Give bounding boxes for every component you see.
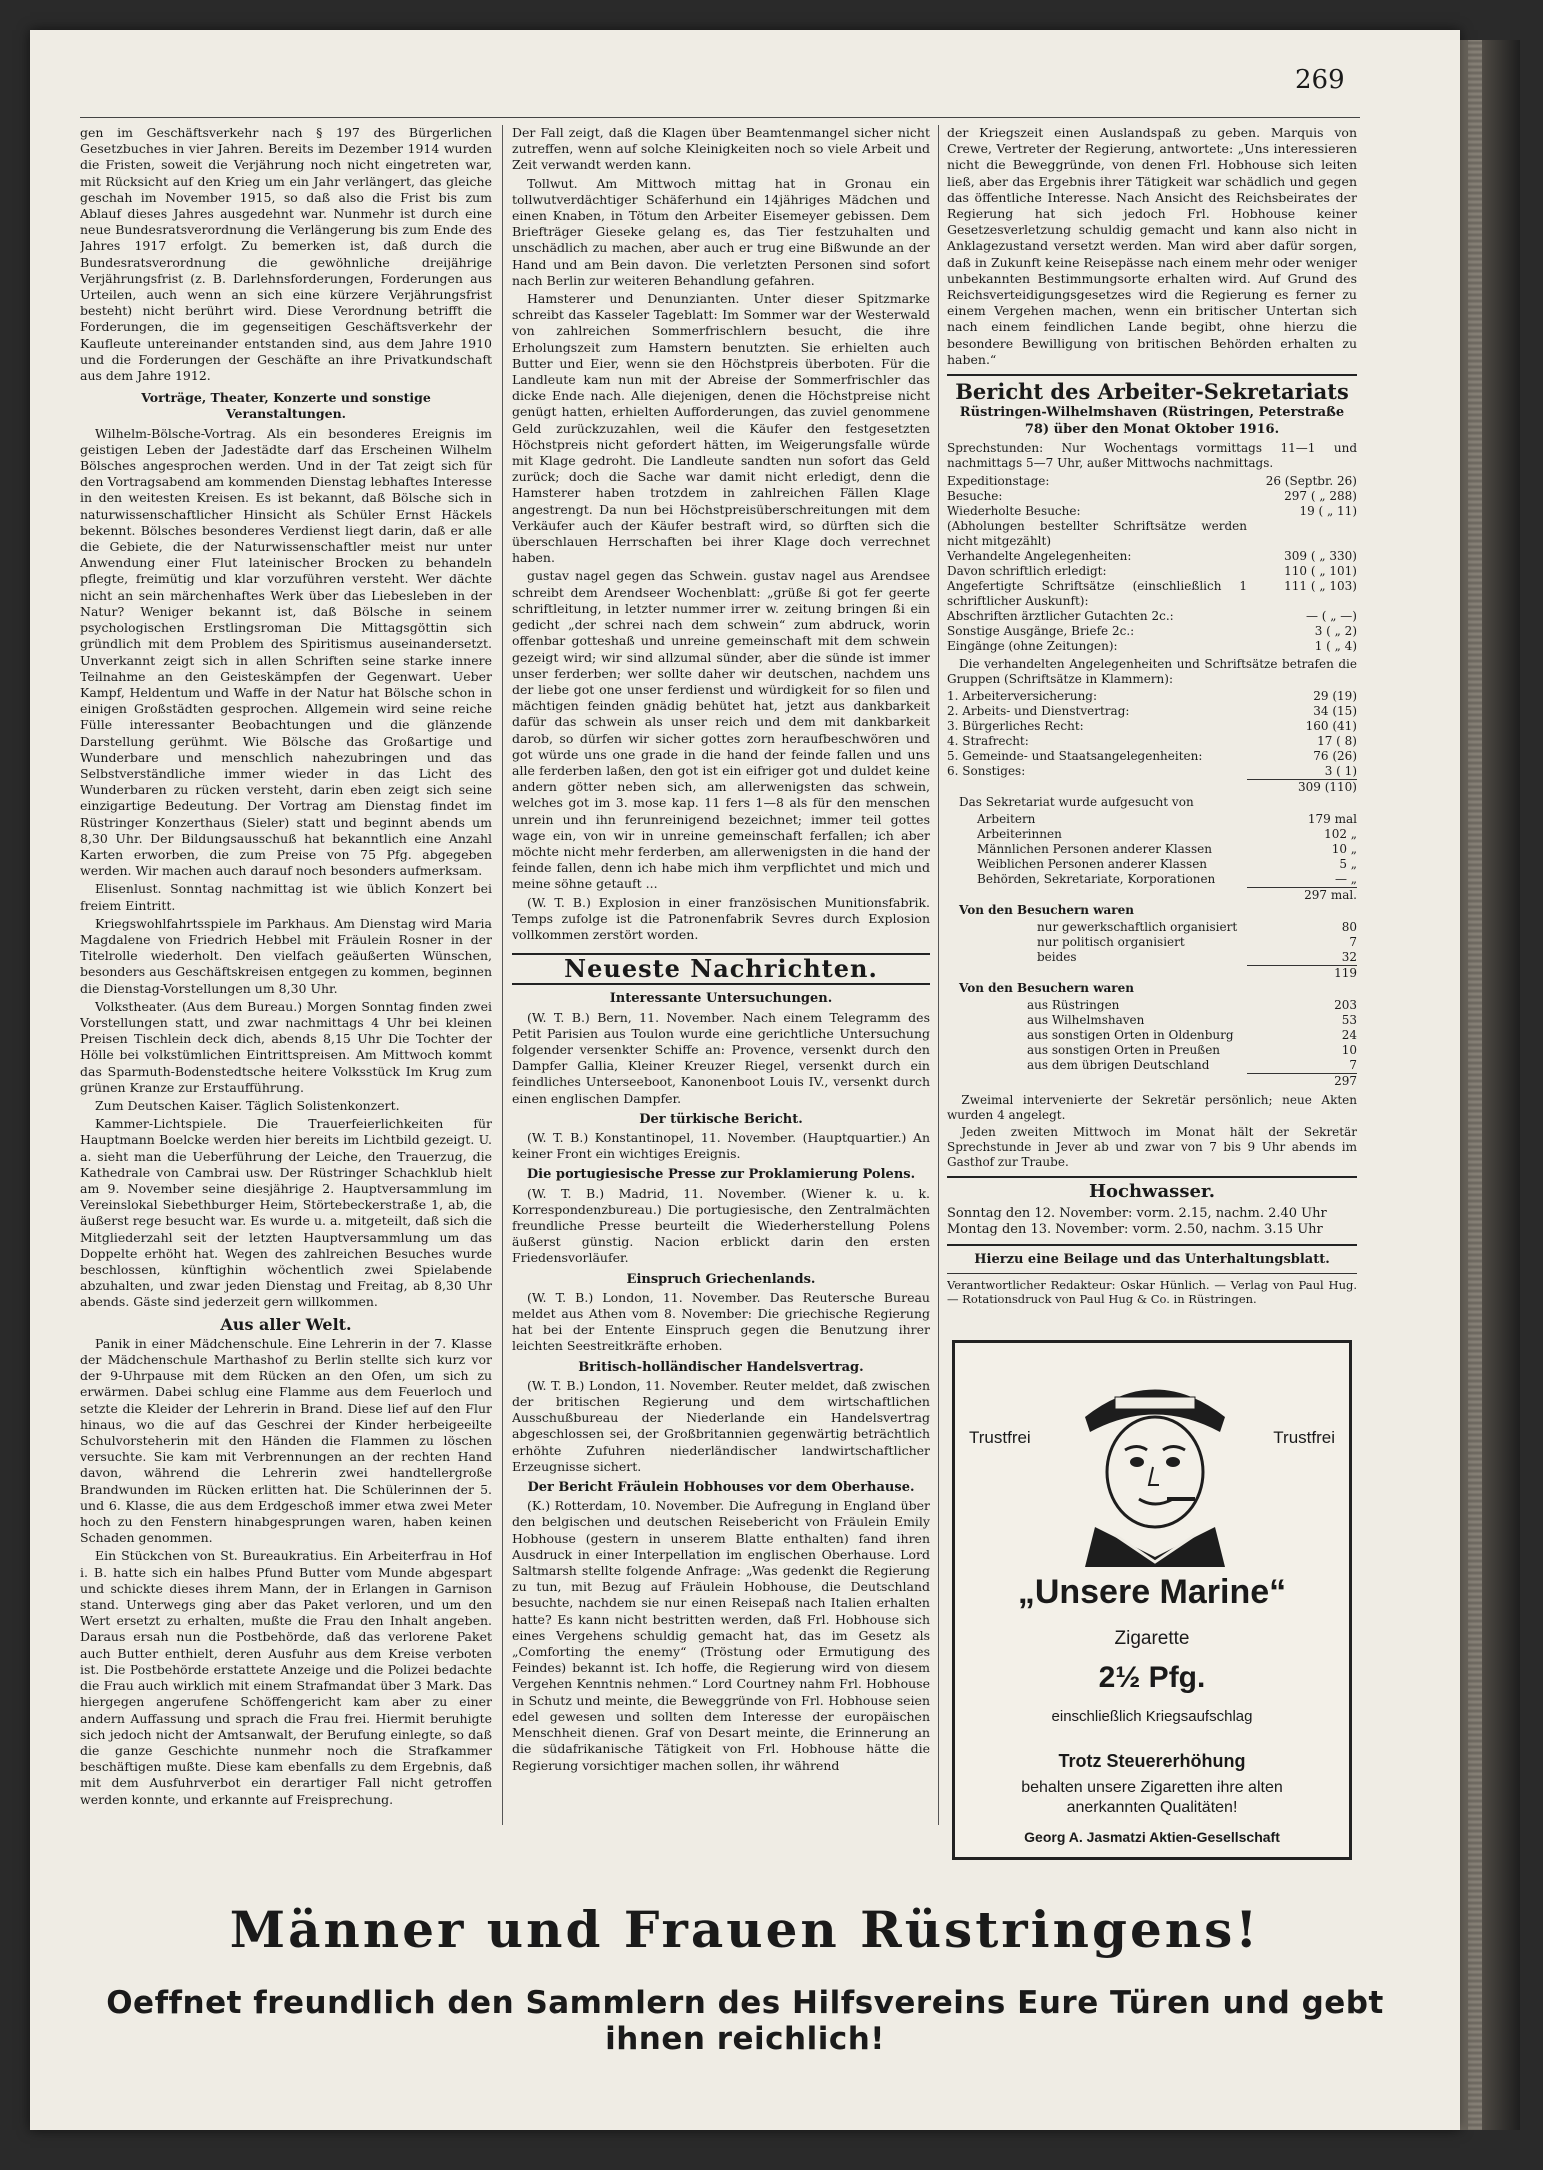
stat-row — [947, 624, 1357, 639]
news-text: (W. T. B.) London, 11. November. Das Reutersche Bureau meldet aus Athen vom 8. November: Die griechische Regierung hat bei der Entente Einspruch gegen die Benutzung ihrer leichten Seestreitkräfte erhoben. — [512, 1289, 930, 1354]
column-divider — [938, 125, 939, 1825]
stat-row — [977, 842, 1357, 857]
article-text: der Kriegszeit einen Auslandspaß zu geben. Marquis von Crewe, Vertreter der Regierung, antwortete: „Uns interessieren nicht die Beweggründe, von denen Frl. Hobhouse sich leiten ließ, aber das Ergebnis ihrer Tätigkeit war schädlich und gegen das öffentliche Interesse. Nach Ansicht des Reichsbeirates der Regierung hat sich jedoch Frl. Hobhouse keiner Gesetzesverletzung schuldig gemacht und kann also nicht in Anklagezustand versetzt werden. Man wird aber dafür sorgen, daß in Zukunft keine Reisepässe nach einem mehr oder weniger unbekannten Bestimmungsorte erhalten wird. Auf Grund des Reichsverteidigungsgesetzes wird die Regierung es ferner zu einem Vergehen machen, wenn ein britischer Untertan sich nach einem feindlichen Lande begibt, ohne hierzu die besondere Bewilligung von britischen Behörden erhalten zu haben.“ — [947, 125, 1357, 367]
stat-row — [947, 689, 1357, 704]
stat-label: 6. Sonstiges: — [947, 764, 1026, 779]
section-heading: Aus aller Welt. — [220, 1314, 352, 1334]
stat-label: nur gewerkschaftlich organisiert — [1037, 920, 1238, 935]
groups-table — [947, 689, 1357, 779]
article-text: Kammer-Lichtspiele. Die Trauerfeierlichkeiten für Hauptmann Boelcke werden hier bereits im Lichtbild gezeigt. U. a. sieht man die Ueberführung der Leiche, den Trauerzug, die Kathedrale von Cambrai usw. Der Rüstringer Schachklub hielt am 9. November seine diesjährige 2. Hauptversammlung im Vereinslokal Siebethburger Heim, Störtebeckerstraße 1, ab, die äußerst rege besucht war. Es wurde u. a. mitgeteilt, daß sich die Mitgliederzahl seit der letzten Hauptversammlung um das Doppelte erhöht hat. Wegen des zahlreichen Besuches wurde beschlossen, künftighin wöchentlich zwei Spielabende abzuhalten, und zwar jeden Dienstag und Freitag, ab 8,30 Uhr abends. Gäste sind jederzeit gern willkommen. — [80, 1116, 492, 1310]
stat-row — [1037, 950, 1357, 965]
org-total-row — [947, 965, 1357, 981]
org-intro: Von den Besuchern waren — [959, 903, 1134, 918]
stat-value: 53 — [1341, 1013, 1357, 1028]
news-text: (K.) Rotterdam, 10. November. Die Aufregung in England über den belgischen und deutschen Reisebericht von Fräulein Emily Hobhouse (gestern in unserem Blatte enthalten) fand ihren Ausdruck in einer Interpellation im englischen Oberhause. Lord Saltmarsh stellte folgende Anfrage: „Was gedenkt die Regierung zu tun, mit Bezug auf Fräulein Hobhouse, die Deutschland besuchte, nachdem sie nur einen Reisepaß nach Italien erhalten hatte? Es kann nicht bestritten werden, daß Frl. Hobhouse sich eines Vergehens schuldig gemacht hat, das im Gesetz als „Comforting the enemy“ (Tröstung oder Ermutigung des Feindes) bekannt ist. Ich hoffe, die Regierung wird von diesem Vergehen Kenntnis nehmen.“ Lord Courtney nahm Frl. Hobhouse in Schutz und meinte, die Beweggründe von Frl. Hobhouse seien edel gewesen und sollten dem Interesse der europäischen Menschheit dienen. Graf von Desart meinte, die Erinnerung an die südafrikanische Tätigkeit von Frl. Hobhouse hätte die Regierung vorsichtiger machen sollen, ihr während — [512, 1498, 930, 1773]
stat-value: 80 — [1341, 920, 1357, 935]
column-3 — [947, 125, 1357, 1330]
divider — [947, 1176, 1357, 1178]
stat-value: — ( „ —) — [1305, 609, 1357, 624]
stat-value: 160 (41) — [1305, 719, 1357, 734]
ad-headline: Trotz Steuererhöhung — [1058, 1751, 1246, 1771]
article-text: Zum Deutschen Kaiser. Täglich Solistenkonzert. — [95, 1097, 400, 1113]
stat-row — [1027, 1013, 1357, 1028]
divider — [947, 1273, 1357, 1274]
stat-row — [947, 734, 1357, 749]
stat-label: Arbeitern — [977, 812, 1036, 827]
stat-value: 32 — [1341, 950, 1357, 965]
note: Jeden zweiten Mittwoch im Monat hält der Sekretär Sprechstunde in Jever ab und zwar von 7 bis 9 Uhr abends im Gasthof zur Traube. — [947, 1125, 1357, 1170]
stat-value: 24 — [1341, 1028, 1357, 1043]
article-text: Ein Stückchen von St. Bureaukratius. Ein Arbeiterfrau in Hof i. B. hatte sich ein halbes Pfund Butter vom Munde abgespart und schickte dieses ihrem Mann, der in Erlangen in Garnison stand. Unterwegs ging aber das Paket verloren, und um den Wert ersetzt zu erhalten, mußte die Frau den Inhalt angeben. Daraus ersah nun die Postbehörde, daß das verlorene Paket auch Butter enthielt, deren Ausfuhr aus dem Kreise verboten ist. Die Postbehörde erstattete Anzeige und die Polizei bedachte die Frau auch wirklich mit einem Strafmandat über 3 Mark. Das hiergegen angerufene Schöffengericht kam aber zu einer andern Auffassung und sprach die Frau frei. Hiermit beruhigte sich jedoch nicht der Amtsanwalt, der Berufung einlegte, so daß die ganze Geschichte nunmehr noch die Strafkammer beschäftigen mußte. Diese kam ebenfalls zu dem Ergebnis, daß mit dem Ausfuhrverbot ein derartiger Fall nicht getroffen werden konnte, und erkannte auf Freisprechung. — [80, 1548, 492, 1807]
neueste-nachrichten-heading: Neueste Nachrichten. — [512, 953, 930, 985]
sought-table — [947, 812, 1357, 887]
ad-body: behalten unsere Zigaretten ihre alten anerkannten Qualitäten! — [1021, 1779, 1283, 1816]
stat-label: Behörden, Sekretariate, Korporationen — [977, 872, 1216, 887]
org-table — [947, 920, 1357, 965]
article-text: gustav nagel gegen das Schwein. gustav nagel aus Arendsee schreibt dem Arendseer Wochenblatt: „grüße ßi got fer geerte schriftleitung, in letzter nummer irrer w. zeitung bringen ßi ein gedicht „der schrei nach dem schwein“ zum abdruck, worin offenbar gotteshaß und unreine gemeinschaft mit dem schwein gezeigt wird; wir sind allzumal sünder, aber die sünde ist immer unser ferderben; wer sollte daher wir deutschen, nachdem uns der liebe got one unser ferdienst und würdigkeit for so filen und mächtigen feinden gnädig behütet hat, jetzt aus dankbarkeit dafür das schwein als unser reich und dem mit dankbarkeit darob, so dürfen wir sicher gottes zorn heraufbeschwören und got würde uns one grade in die hand der feinde fallen und uns alle ferderben laßen, den got ist ein eifriger got und duldet keine andern götter neben sich, am allerwenigsten das schwein, welches got im 3. mose kap. 11 fers 1—8 als für den menschen unrein und ihn ferunreinigend bezeichnet; immer teil gottes wage ein, von wir in unreine gemeinschaft ferfallen; ich aber möchte nicht mehr ferderben, am allerwenigsten in die hand der feinde fallen, denn ich habe mich ihm verpflichtet und mich und meine söhne getauft ... — [512, 568, 930, 892]
stat-row — [977, 812, 1357, 827]
news-heading: Die portugiesische Presse zur Proklamierung Polens. — [526, 1167, 916, 1183]
article-text: gen im Geschäftsverkehr nach § 197 des Bürgerlichen Gesetzbuches in vier Jahren. Bereits im Dezember 1914 wurden die Fristen, soweit die Verjährung noch nicht eingetreten war, mit Rücksicht auf den Krieg um ein Jahr verlängert, das gleiche geschah im November 1915, so daß also die Frist bis zum Ablauf dieses Jahres ausgedehnt war. Nunmehr ist durch eine neue Bundesratsverordnung die Verlängerung bis zum Ende des Jahres 1917 erfolgt. Zu bemerken ist, daß durch die Bundesratsverordnung die gewöhnliche dreijährige Verjährungsfrist (z. B. Darlehnsforderungen, Forderungen aus Urteilen, auch wenn an sich eine kürzere Verjährungsfrist besteht) nicht berührt wird. Diese Verordnung betrifft die Forderungen, die im gegenseitigen Geschäftsverkehr der Kaufleute untereinander entstanden sind, aus dem Jahre 1910 und die Forderungen der Geschäfte an ihre Privatkundschaft aus dem Jahre 1912. — [80, 125, 492, 384]
appeal-headline: Männer und Frauen Rüstringens! — [229, 1900, 1261, 1959]
stat-value: — „ — [1334, 872, 1357, 887]
stat-value: 29 (19) — [1313, 689, 1357, 704]
stat-value: 7 — [1349, 1058, 1357, 1073]
supplement-note: Hierzu eine Beilage und das Unterhaltungsblatt. — [974, 1252, 1330, 1268]
origin-table — [947, 998, 1357, 1073]
article-text: (W. T. B.) Explosion in einer französischen Munitionsfabrik. Temps zufolge ist die Patronenfabrik Sevres durch Explosion vollkommen zerstört worden. — [512, 894, 930, 942]
stat-label: aus Rüstringen — [1027, 998, 1120, 1013]
article-text: Volkstheater. (Aus dem Bureau.) Morgen Sonntag finden zwei Vorstellungen statt, und zwar nachmittags 4 Uhr bei kleinen Preisen Tischlein deck dich, abends 8,15 Uhr Die Tochter der Hölle bei volkstümlichen Eintrittspreisen. Am Mittwoch kommt das Sparmuth-Bodenstedtsche heitere Volksstück Im Krug zum grünen Kranze zur Erstaufführung. — [80, 998, 492, 1095]
stat-value — [1247, 519, 1357, 549]
stat-row — [947, 609, 1357, 624]
cigarette-advertisement — [952, 1340, 1352, 1860]
tax-note: einschließlich Kriegsaufschlag — [1051, 1708, 1253, 1725]
stat-row — [947, 504, 1357, 519]
office-hours: Sprechstunden: Nur Wochentags vormittags 11—1 und nachmittags 5—7 Uhr, außer Mittwochs nachmittags. — [947, 441, 1357, 471]
stat-value: 297 ( „ 288) — [1284, 489, 1357, 504]
hochwasser-title: Hochwasser. — [1088, 1181, 1216, 1203]
stat-row — [1027, 1043, 1357, 1058]
stat-label: Verhandelte Angelegenheiten: — [947, 549, 1132, 564]
stat-row — [947, 549, 1357, 564]
report-subtitle: Rüstringen-Wilhelmshaven (Rüstringen, Peterstraße 78) über den Monat Oktober 1916. — [959, 405, 1345, 438]
stat-label: 1. Arbeiterversicherung: — [947, 689, 1098, 704]
stat-label: Sonstige Ausgänge, Briefe 2c.: — [947, 624, 1135, 639]
stat-value: 102 „ — [1324, 827, 1357, 842]
section-heading: Vorträge, Theater, Konzerte und sonstige Veranstaltungen. — [141, 390, 431, 422]
stat-label: Eingänge (ohne Zeitungen): — [947, 639, 1118, 654]
column-1 — [80, 125, 492, 1825]
divider — [947, 1244, 1357, 1246]
stat-value: 309 ( „ 330) — [1284, 549, 1357, 564]
note: Zweimal intervenierte der Sekretär persönlich; neue Akten wurden 4 angelegt. — [947, 1093, 1357, 1123]
stat-label: aus Wilhelmshaven — [1027, 1013, 1145, 1028]
stat-label: aus sonstigen Orten in Oldenburg — [1027, 1028, 1234, 1043]
stat-value: 1 ( „ 4) — [1314, 639, 1357, 654]
stat-row — [1037, 920, 1357, 935]
stat-row — [947, 579, 1357, 609]
stat-value: 10 — [1341, 1043, 1357, 1058]
stat-row — [947, 749, 1357, 764]
stat-row — [947, 764, 1357, 779]
stats-table — [947, 474, 1357, 654]
stat-label: 4. Strafrecht: — [947, 734, 1029, 749]
impressum: Verantwortlicher Redakteur: Oskar Hünlich. — Verlag von Paul Hug. — Rotationsdruck von Paul Hug & Co. in Rüstringen. — [947, 1277, 1357, 1306]
stat-label: (Abholungen bestellter Schriftsätze werden nicht mitgezählt) — [947, 519, 1247, 549]
stat-label: Wiederholte Besuche: — [947, 504, 1081, 519]
news-text: (W. T. B.) Konstantinopel, 11. November. (Hauptquartier.) An keiner Front ein wichtiges Ereignis. — [512, 1129, 930, 1162]
news-heading: Der türkische Bericht. — [639, 1111, 803, 1127]
article-text: Hamsterer und Denunzianten. Unter dieser Spitzmarke schreibt das Kasseler Tageblatt: Im Sommer war der Westerwald von zahlreichen Sommerfrischlern besucht, die ihre Erholungszeit zum Hamstern benutzten. Sie erhielten auch Butter und Eier, wenn sie den Höchstpreis überboten. Für die Landleute kam nun mit der Abreise der Sommerfrischler das dicke Ende nach. Alle diejenigen, denen die Höchstpreise nicht genügt hatten, erhielten Aufforderungen, das zuviel genommene Geld zurückzuzahlen, weil die Käufer den festgesetzten Höchstpreis nicht gefordert hätten, im Weigerungsfalle würde mit Klage gedroht. Die Landleute sandten nun sofort das Geld zurück; doch die Sache war damit nicht erledigt, denn die Hamsterer haben trotzdem in zahlreichen Fällen Klage angestrengt. Da nun bei Höchstpreisüberschreitungen mit dem Verkäufer auch der Käufer bestraft wird, so dürften sich die überschlauen Herrschaften bei ihrer Klage doch verrechnet haben. — [512, 291, 930, 566]
groups-total-row — [947, 779, 1357, 795]
stat-value: 17 ( 8) — [1317, 734, 1357, 749]
stat-label: Angefertigte Schriftsätze (einschließlich 1 schriftlicher Auskunft): — [947, 579, 1247, 609]
stat-value: 3 ( „ 2) — [1314, 624, 1357, 639]
column-2 — [512, 125, 930, 1825]
stat-label: 3. Bürgerliches Recht: — [947, 719, 1084, 734]
page-number: 269 — [1295, 65, 1345, 95]
stat-label: beides — [1037, 950, 1077, 965]
stat-label: Besuche: — [947, 489, 1003, 504]
stat-row — [1027, 998, 1357, 1013]
stat-label: nur politisch organisiert — [1037, 935, 1185, 950]
stat-value: 19 ( „ 11) — [1299, 504, 1357, 519]
stat-value: 5 „ — [1339, 857, 1357, 872]
sought-total: 297 mal. — [1247, 887, 1357, 903]
stat-label: aus dem übrigen Deutschland — [1027, 1058, 1210, 1073]
trust-label-right: Trustfrei — [1273, 1428, 1335, 1447]
origin-total: 297 — [1247, 1073, 1357, 1089]
stat-value: 76 (26) — [1313, 749, 1357, 764]
stat-label: Expeditionstage: — [947, 474, 1050, 489]
stat-row — [977, 872, 1357, 887]
stat-label: Männlichen Personen anderer Klassen — [977, 842, 1212, 857]
groups-intro: Die verhandelten Angelegenheiten und Schriftsätze betrafen die Gruppen (Schriftsätze in Klammern): — [947, 657, 1357, 687]
stat-row — [1027, 1058, 1357, 1073]
stat-row — [947, 564, 1357, 579]
stat-row — [977, 857, 1357, 872]
sought-intro: Das Sekretariat wurde aufgesucht von — [959, 795, 1194, 810]
stat-row — [947, 519, 1357, 549]
stat-value: 10 „ — [1331, 842, 1357, 857]
column-divider — [502, 125, 503, 1825]
news-heading: Einspruch Griechenlands. — [626, 1271, 816, 1287]
article-text: Wilhelm-Bölsche-Vortrag. Als ein besonderes Ereignis im geistigen Leben der Jadestädte darf das Erscheinen Wilhelm Bölsches angesprochen werden. Und in der Tat zeigt sich für den Vortragsabend am kommenden Dienstag lebhaftes Interesse in den weitesten Kreisen. Es ist bekannt, daß Bölsche sich in naturwissenschaftlicher Hinsicht als Schüler Ernst Häckels bekennt. Bölsches besonderes Verdienst liegt darin, daß er alle die Gebiete, die der Naturwissenschaftler meist nur unter Anwendung einer Flut lateinischer Brocken zu behandeln pflegte, freimütig und klar vorzuführen versteht. Wer dächte nicht an sein märchenhaftes Werk über das Liebesleben in der Natur? Weniger bekannt ist, daß Bölsche in seinem psychologischen Erstlingsroman Die Mittagsgöttin sich gründlich mit dem Problem des Spiritismus auseinandersetzt. Unverkannt zeigt sich in allen Schriften seine starke innere Teilnahme an den Geisteskämpfen der Gegenwart. Ueber Kampf, Heldentum und Waffe in der Natur hat Bölsche schon in einigen Großstädten gesprochen. Allgemein wird seine reiche Fülle interessanter Beobachtungen und die glänzende Darstellung gerühmt. Wie Bölsche das Großartige und Wunderbare und menschlich nahezubringen und das Selbstverständliche immer wieder in das Licht des Wunderbaren zu rücken versteht, darin eben zeigt sich seine einzigartige Bedeutung. Der Vortrag am Dienstag findet im Rüstringer Konzerthaus (Sieler) statt und beginnt abends um 8,30 Uhr. Der Bildungsausschuß hat bekanntlich eine Anzahl Karten erworben, die zum Preise von 75 Pfg. abgegeben werden. Wir machen auch darauf noch besonders aufmerksam. — [80, 425, 492, 879]
stat-label: Arbeiterinnen — [977, 827, 1062, 842]
stat-row — [977, 827, 1357, 842]
top-rule — [80, 117, 1360, 118]
article-text: Elisenlust. Sonntag nachmittag ist wie üblich Konzert bei freiem Eintritt. — [80, 881, 492, 913]
article-text: Panik in einer Mädchenschule. Eine Lehrerin in der 7. Klasse der Mädchenschule Marthashof zu Berlin stellte sich kurz vor der 9-Uhrpause mit dem Rücken an den Ofen, um sich zu erwärmen. Dabei schlug eine Flamme aus dem Feuerloch und setzte die Kleider der Lehrerin in Brand. Diese lief auf den Flur hinaus, wo die auf das Geschrei der Kinder herbeigeeilte Schulvorsteherin mit den Händen die Flammen zu löschen versuchte. Sie kam mit Verbrennungen an der rechten Hand davon, während die Lehrerin zwei handtellergroße Brandwunden im Rücken erlitten hat. Die Schülerinnen der 5. und 6. Klasse, die aus dem Erdgeschoß immer etwa zwei Meter hoch zu den Fenstern hinabgesprungen waren, haben keinen Schaden genommen. — [80, 1335, 492, 1546]
stat-value: 3 ( 1) — [1324, 764, 1357, 779]
company-name: Georg A. Jasmatzi Aktien-Gesellschaft — [1024, 1829, 1280, 1845]
article-text: Der Fall zeigt, daß die Klagen über Beamtenmangel sicher nicht zutreffen, wenn auf solche Kleinigkeiten noch so viele Arbeit und Zeit verwandt werden kann. — [512, 125, 930, 173]
stat-row — [947, 704, 1357, 719]
origin-intro: Von den Besuchern waren — [959, 981, 1134, 996]
sailor-illustration — [1055, 1357, 1255, 1567]
stat-row — [947, 489, 1357, 504]
stat-label: Abschriften ärztlicher Gutachten 2c.: — [947, 609, 1174, 624]
tide-line: Sonntag den 12. November: vorm. 2.15, nachm. 2.40 Uhr — [947, 1206, 1327, 1222]
book-binding — [1460, 40, 1520, 2130]
news-text: (W. T. B.) London, 11. November. Reuter meldet, daß zwischen der britischen Regierung und dem wirtschaftlichen Ausschußbureau der Niederlande ein Handelsvertrag abgeschlossen sei, der Großbritannien gegenwärtig beträchtlich erhöhte Zufuhren niederländischer landwirtschaftlicher Erzeugnisse sichert. — [512, 1377, 930, 1474]
brand-name: „Unsere Marine“ — [1017, 1573, 1287, 1611]
price: 2½ Pfg. — [1098, 1661, 1206, 1694]
news-heading: Britisch-holländischer Handelsvertrag. — [578, 1359, 864, 1375]
divider — [947, 374, 1357, 376]
news-heading: Der Bericht Fräulein Hobhouses vor dem Oberhause. — [527, 1480, 915, 1496]
stat-value: 26 (Septbr. 26) — [1265, 474, 1357, 489]
stat-value: 7 — [1349, 935, 1357, 950]
trust-label-left: Trustfrei — [969, 1428, 1031, 1447]
tide-line: Montag den 13. November: vorm. 2.50, nachm. 3.15 Uhr — [947, 1222, 1323, 1238]
origin-total-row — [947, 1073, 1357, 1089]
groups-total: 309 (110) — [1247, 779, 1357, 795]
news-text: (W. T. B.) Madrid, 11. November. (Wiener k. u. k. Korrespondenzbureau.) Die portugiesische, den Zentralmächten freundliche Presse beurteilt die Wiederherstellung Polens äußerst günstig. Nacion erblickt darin den ersten Friedensvorläufer. — [512, 1185, 930, 1266]
stat-row — [947, 474, 1357, 489]
stat-label: Weiblichen Personen anderer Klassen — [977, 857, 1208, 872]
news-text: (W. T. B.) Bern, 11. November. Nach einem Telegramm des Petit Parisien aus Toulon wurde eine gerichtliche Untersuchung folgender versenkter Schiffe an: Provence, versenkt durch den Dampfer Gallia, Kleiner Kreuzer Riegel, versenkt durch ein feindliches Unterseeboot, Kanonenboot Louis IV., versenkt durch einen englischen Dampfer. — [512, 1009, 930, 1106]
stat-row — [947, 639, 1357, 654]
stat-row — [947, 719, 1357, 734]
appeal-subline: Oeffnet freundlich den Sammlern des Hilfsvereins Eure Türen und gebt ihnen reichlich! — [106, 1985, 1384, 2057]
stat-row — [1027, 1028, 1357, 1043]
stat-value: 110 ( „ 101) — [1284, 564, 1357, 579]
stat-row — [1037, 935, 1357, 950]
stat-value: 34 (15) — [1313, 704, 1357, 719]
article-text: Kriegswohlfahrtsspiele im Parkhaus. Am Dienstag wird Maria Magdalene von Friedrich Hebbel mit Fräulein Rosner in der Titelrolle wiederholt. Den vielfach geäußerten Wünschen, besonders aus Geschäftskreisen entgegen zu kommen, beginnen die Dienstag-Vorstellungen um 8,30 Uhr. — [80, 915, 492, 996]
stat-value: 203 — [1334, 998, 1357, 1013]
stat-label: 5. Gemeinde- und Staatsangelegenheiten: — [947, 749, 1203, 764]
article-text: Tollwut. Am Mittwoch mittag hat in Gronau ein tollwutverdächtiger Schäferhund ein 14jähriges Mädchen und einen Knaben, in Tötum den Arbeiter Eisemeyer gebissen. Dem Briefträger Gieseke gelang es, das Tier festzuhalten und unschädlich zu machen, aber auch er trug eine Bißwunde an der Hand und am Bein davon. Die verletzten Personen sind sofort nach Berlin zur weiteren Behandlung gefahren. — [512, 175, 930, 288]
stat-label: 2. Arbeits- und Dienstvertrag: — [947, 704, 1130, 719]
stat-value: 111 ( „ 103) — [1284, 579, 1357, 594]
stat-label: Davon schriftlich erledigt: — [947, 564, 1107, 579]
product-type: Zigarette — [1114, 1628, 1190, 1649]
report-title: Bericht des Arbeiter-Sekretariats — [955, 379, 1349, 405]
sought-total-row — [947, 887, 1357, 903]
stat-value: 179 mal — [1307, 812, 1357, 827]
org-total: 119 — [1247, 965, 1357, 981]
stat-label: aus sonstigen Orten in Preußen — [1027, 1043, 1221, 1058]
news-heading: Interessante Untersuchungen. — [609, 991, 833, 1007]
